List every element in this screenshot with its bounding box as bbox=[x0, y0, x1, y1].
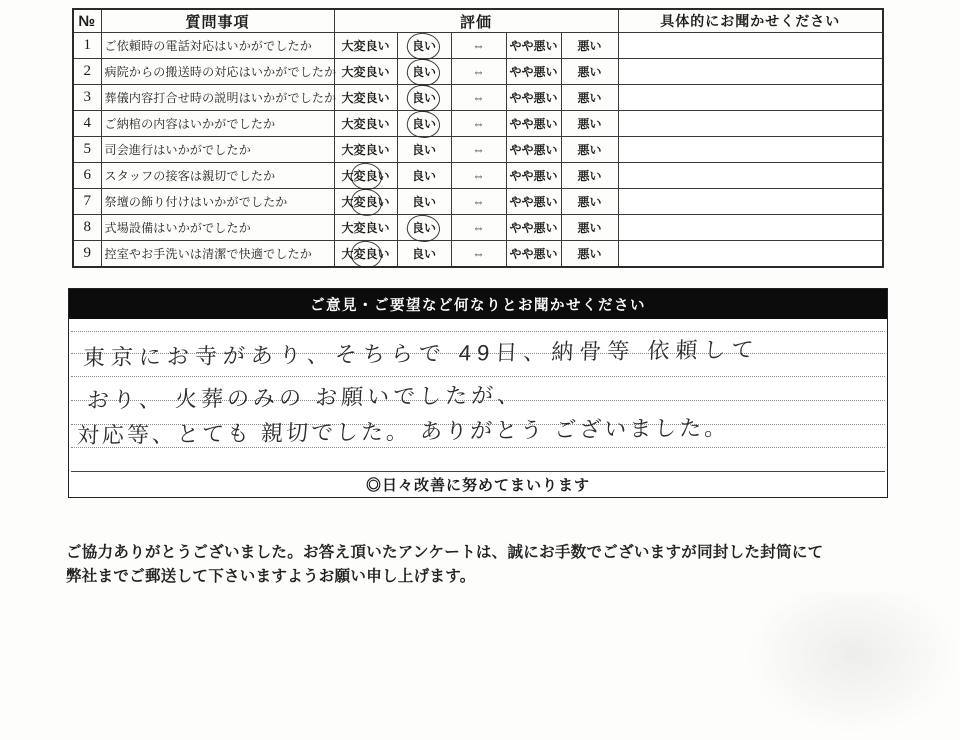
rating-option: 悪い bbox=[561, 215, 618, 241]
scan-smudge bbox=[748, 592, 958, 732]
rating-option: 大変良い bbox=[334, 111, 397, 137]
row-number: 8 bbox=[73, 215, 101, 241]
rating-option: 良い bbox=[397, 59, 451, 85]
question-text: 葬儀内容打合せ時の説明はいかがでしたか bbox=[101, 85, 334, 111]
rating-option: 大変良い bbox=[334, 189, 397, 215]
question-text: ご納棺の内容はいかがでしたか bbox=[101, 111, 334, 137]
rating-option: やや悪い bbox=[506, 215, 561, 241]
rating-option: 悪い bbox=[561, 85, 618, 111]
table-row bbox=[73, 85, 883, 111]
rating-option: やや悪い bbox=[506, 111, 561, 137]
table-row bbox=[73, 241, 883, 268]
ruled-line bbox=[71, 376, 885, 377]
rating-option: 大変良い bbox=[334, 59, 397, 85]
rating-option: 大変良い bbox=[334, 241, 397, 268]
header-rating: 評価 bbox=[334, 9, 618, 33]
closing-note-line2: 弊社までご郵送して下さいますようお願い申し上げます。 bbox=[66, 568, 476, 586]
rating-option: ⇔ bbox=[451, 241, 506, 268]
improvement-note: ◎日々改善に努めてまいります bbox=[365, 476, 590, 494]
rating-option: ⇔ bbox=[451, 137, 506, 163]
rating-option: ⇔ bbox=[451, 33, 506, 59]
rating-option: やや悪い bbox=[506, 163, 561, 189]
rating-option: 悪い bbox=[561, 189, 618, 215]
rating-option: 大変良い bbox=[334, 163, 397, 189]
rating-option: ⇔ bbox=[451, 85, 506, 111]
row-number: 7 bbox=[73, 189, 101, 215]
handwritten-circle-mark bbox=[347, 236, 385, 271]
comment-cell bbox=[618, 111, 883, 137]
rating-option: やや悪い bbox=[506, 85, 561, 111]
table-header-row bbox=[73, 9, 883, 33]
rating-option: 良い bbox=[397, 163, 451, 189]
comment-cell bbox=[618, 137, 883, 163]
rating-option: 大変良い bbox=[334, 137, 397, 163]
table-row bbox=[73, 33, 883, 59]
table-row bbox=[73, 189, 883, 215]
header-comment: 具体的にお聞かせください bbox=[618, 9, 883, 33]
header-no: № bbox=[73, 9, 101, 33]
rating-option: 悪い bbox=[561, 137, 618, 163]
rating-option: 良い bbox=[397, 189, 451, 215]
comment-cell bbox=[618, 85, 883, 111]
header-question: 質問事項 bbox=[101, 9, 334, 33]
comment-cell bbox=[618, 163, 883, 189]
comment-banner: ご意見・ご要望など何なりとお聞かせください bbox=[69, 289, 887, 319]
rating-option: やや悪い bbox=[506, 33, 561, 59]
question-text: 控室やお手洗いは清潔で快適でしたか bbox=[101, 241, 334, 268]
handwritten-comment-line1: 東京にお寺があり、そちらで 49日、納骨等 依頼して bbox=[82, 336, 760, 371]
rating-option: 悪い bbox=[561, 241, 618, 268]
row-number: 1 bbox=[73, 33, 101, 59]
rating-option: 良い bbox=[397, 137, 451, 163]
question-text: 病院からの搬送時の対応はいかがでしたか bbox=[101, 59, 334, 85]
rating-option: 良い bbox=[397, 85, 451, 111]
comment-box bbox=[68, 288, 888, 498]
question-text: 式場設備はいかがでしたか bbox=[101, 215, 334, 241]
rating-option: 良い bbox=[397, 215, 451, 241]
rating-option: 悪い bbox=[561, 111, 618, 137]
row-number: 5 bbox=[73, 137, 101, 163]
row-number: 9 bbox=[73, 241, 101, 268]
table-row bbox=[73, 215, 883, 241]
question-text: 司会進行はいかがでしたか bbox=[101, 137, 334, 163]
row-number: 4 bbox=[73, 111, 101, 137]
rating-option: やや悪い bbox=[506, 241, 561, 268]
table-row bbox=[73, 111, 883, 137]
rating-option: やや悪い bbox=[506, 59, 561, 85]
rating-option: ⇔ bbox=[451, 189, 506, 215]
table-row bbox=[73, 59, 883, 85]
handwritten-comment-line2: おり、 火葬のみの お願いでしたが、 bbox=[86, 382, 524, 413]
question-text: ご依頼時の電話対応はいかがでしたか bbox=[101, 33, 334, 59]
rating-option: やや悪い bbox=[506, 189, 561, 215]
rating-option: ⇔ bbox=[451, 111, 506, 137]
survey-table bbox=[72, 8, 884, 268]
comment-cell bbox=[618, 241, 883, 268]
row-number: 2 bbox=[73, 59, 101, 85]
comment-cell bbox=[618, 189, 883, 215]
rating-option: 良い bbox=[397, 241, 451, 268]
rating-option: 良い bbox=[397, 33, 451, 59]
rating-option: 悪い bbox=[561, 59, 618, 85]
rating-option: やや悪い bbox=[506, 137, 561, 163]
rating-option: 大変良い bbox=[334, 215, 397, 241]
comment-cell bbox=[618, 215, 883, 241]
handwritten-comment-line3: 対応等、とても 親切でした。 ありがとう ございました。 bbox=[76, 415, 730, 448]
comment-cell bbox=[618, 33, 883, 59]
rating-option: 良い bbox=[397, 111, 451, 137]
row-number: 3 bbox=[73, 85, 101, 111]
table-row bbox=[73, 163, 883, 189]
rating-option: 悪い bbox=[561, 33, 618, 59]
rating-option: ⇔ bbox=[451, 59, 506, 85]
comment-cell bbox=[618, 59, 883, 85]
rating-option: 大変良い bbox=[334, 33, 397, 59]
rating-option: 悪い bbox=[561, 163, 618, 189]
rating-option: 大変良い bbox=[334, 85, 397, 111]
question-text: スタッフの接客は親切でしたか bbox=[101, 163, 334, 189]
closing-note bbox=[66, 541, 898, 589]
closing-note-line1: ご協力ありがとうございました。お答え頂いたアンケートは、誠にお手数でございますが同封した封筒にて bbox=[66, 544, 824, 561]
rating-option: ⇔ bbox=[451, 163, 506, 189]
question-text: 祭壇の飾り付けはいかがでしたか bbox=[101, 189, 334, 215]
row-number: 6 bbox=[73, 163, 101, 189]
table-row bbox=[73, 137, 883, 163]
rating-option: ⇔ bbox=[451, 215, 506, 241]
ruled-line bbox=[71, 331, 885, 332]
